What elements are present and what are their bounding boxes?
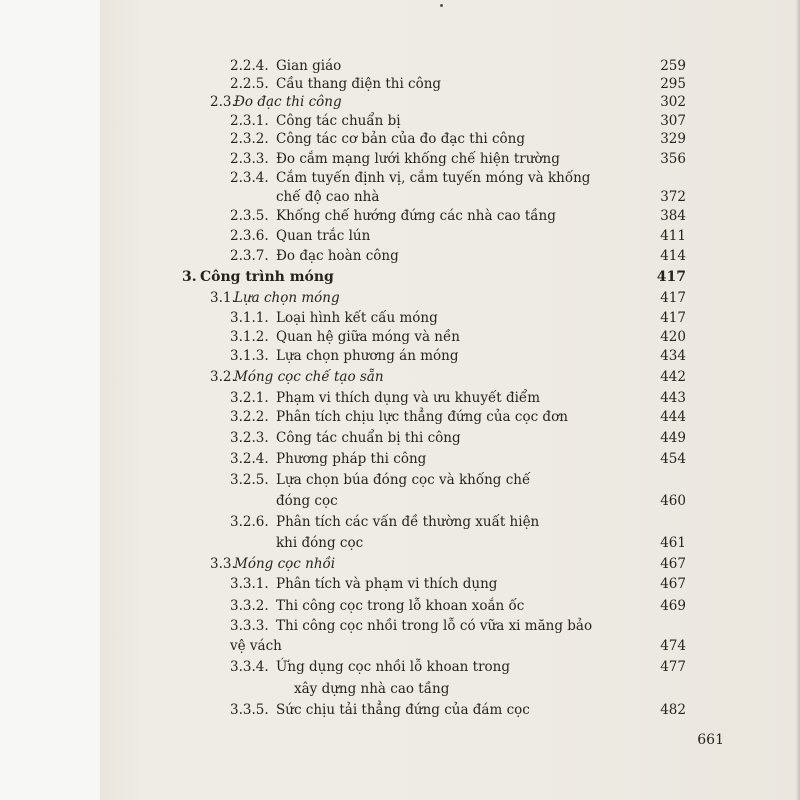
- toc-entry-title: Cầu thang điện thi công: [276, 76, 442, 92]
- toc-entry: [100, 636, 800, 656]
- toc-entry-number: 3.1.2.: [230, 329, 269, 345]
- toc-entry-number: 2.3.: [210, 94, 236, 110]
- toc-entry-title: Lựa chọn phương án móng: [276, 348, 459, 364]
- toc-entry-title: Phân tích chịu lực thẳng đứng của cọc đơn: [276, 409, 568, 425]
- toc-entry: [100, 449, 800, 469]
- toc-entry-number: 2.2.5.: [230, 76, 269, 92]
- toc-entry-title: Đo đạc thi công: [234, 94, 342, 110]
- toc-entry-title: Phạm vi thích dụng và ưu khuyết điểm: [276, 390, 541, 406]
- toc-entry-page: 302: [660, 94, 686, 110]
- toc-entry-page: 307: [660, 113, 686, 129]
- toc-entry-page: 443: [660, 390, 686, 406]
- toc-entry: [100, 226, 800, 246]
- toc-entry-page: 469: [660, 598, 686, 614]
- toc-entry-title: Loại hình kết cấu móng: [276, 310, 438, 326]
- toc-entry: [100, 74, 800, 94]
- toc-entry-page: 461: [660, 535, 686, 551]
- page-number: 661: [697, 732, 724, 748]
- toc-entry-title: Lựa chọn búa đóng cọc và khống chế: [276, 472, 531, 488]
- toc-entry-page: 411: [660, 228, 686, 244]
- toc-entry-title: Công trình móng: [200, 269, 334, 285]
- toc-entry-title: Gian giáo: [276, 58, 342, 74]
- toc-entry-number: 3.3.: [210, 556, 236, 572]
- toc-entry-number: 3.1.: [210, 290, 236, 306]
- toc-entry: [100, 428, 800, 448]
- toc-entry: [100, 288, 800, 308]
- toc-entry: [100, 574, 800, 594]
- toc-entry-title: Móng cọc nhồi: [234, 556, 336, 572]
- toc-entry: [100, 470, 800, 490]
- toc-entry: [100, 700, 800, 720]
- toc-entry-number: 2.3.4.: [230, 170, 269, 186]
- toc-entry-page: 454: [660, 451, 686, 467]
- toc-entry-title: Sức chịu tải thẳng đứng của đám cọc: [276, 702, 530, 718]
- toc-entry-number: 2.3.7.: [230, 248, 269, 264]
- toc-entry-title: vệ vách: [230, 638, 282, 654]
- toc-entry-title: Quan trắc lún: [276, 228, 371, 244]
- toc-entry: [100, 512, 800, 532]
- toc-entry-title: Lựa chọn móng: [234, 290, 340, 306]
- toc-entry: [100, 92, 800, 112]
- toc-entry-title: Quan hệ giữa móng và nền: [276, 329, 460, 345]
- toc-entry-title: xây dựng nhà cao tầng: [294, 681, 450, 697]
- toc-entry-number: 3.: [182, 269, 197, 285]
- toc-entry-page: 356: [660, 151, 686, 167]
- toc-entry-title: Phương pháp thi công: [276, 451, 427, 467]
- toc-entry-page: 420: [660, 329, 686, 345]
- toc-entry: [100, 596, 800, 616]
- toc-entry: [100, 367, 800, 387]
- toc-entry-page: 372: [660, 189, 686, 205]
- toc-entry: [100, 206, 800, 226]
- toc-entry-page: 467: [660, 576, 686, 592]
- toc-entry-page: 449: [660, 430, 686, 446]
- toc-entry-title: Công tác chuẩn bị: [276, 113, 401, 129]
- toc-entry: [100, 246, 800, 266]
- toc-entry-number: 3.2.6.: [230, 514, 269, 530]
- toc-entry-page: 417: [660, 310, 686, 326]
- toc-entry: [100, 149, 800, 169]
- toc-entry: [100, 491, 800, 511]
- toc-entry-title: Thi công cọc nhồi trong lỗ có vữa xi măng bảo: [276, 618, 593, 634]
- toc-entry-title: Phân tích các vấn đề thường xuất hiện: [276, 514, 540, 530]
- toc-entry-title: Ứng dụng cọc nhồi lỗ khoan trong: [276, 659, 511, 675]
- toc-entry-title: khi đóng cọc: [276, 535, 364, 551]
- toc-entry-title: đóng cọc: [276, 493, 338, 509]
- toc-entry-page: 434: [660, 348, 686, 364]
- toc-entry: [100, 616, 800, 636]
- toc-entry-page: 482: [660, 702, 686, 718]
- toc-entry-number: 2.2.4.: [230, 58, 269, 74]
- toc-entry-title: Đo cắm mạng lưới khống chế hiện trường: [276, 151, 560, 167]
- toc-entry-title: Công tác cơ bản của đo đạc thi công: [276, 131, 526, 147]
- toc-entry-number: 2.3.6.: [230, 228, 269, 244]
- toc-entry: [100, 407, 800, 427]
- toc-entry: [100, 168, 800, 188]
- toc-entry-number: 2.3.2.: [230, 131, 269, 147]
- toc-entry: [100, 388, 800, 408]
- toc-entry-title: Công tác chuẩn bị thi công: [276, 430, 461, 446]
- toc-entry-number: 3.3.2.: [230, 598, 269, 614]
- toc-entry-page: 384: [660, 208, 686, 224]
- toc-entry-number: 3.2.1.: [230, 390, 269, 406]
- toc-entry-title: Móng cọc chế tạo sẵn: [234, 369, 384, 385]
- toc-entry: [100, 308, 800, 328]
- toc-entry-title: Khống chế hướng đứng các nhà cao tầng: [276, 208, 556, 224]
- toc-entry: [100, 56, 800, 76]
- toc-entry-number: 2.3.1.: [230, 113, 269, 129]
- toc-entry-title: Cắm tuyến định vị, cắm tuyến móng và khống: [276, 170, 591, 186]
- toc-entry-number: 3.1.3.: [230, 348, 269, 364]
- toc-entry-page: 417: [656, 269, 686, 285]
- toc-entry: [100, 267, 800, 287]
- toc-entry-page: 467: [660, 556, 686, 572]
- speck-mark: [440, 4, 443, 7]
- toc-entry: [100, 187, 800, 207]
- toc-entry-page: 417: [660, 290, 686, 306]
- toc-entry-page: 460: [660, 493, 686, 509]
- toc-entry-number: 3.3.4.: [230, 659, 269, 675]
- toc-entry: [100, 129, 800, 149]
- toc-entry: [100, 346, 800, 366]
- toc-entry-number: 3.1.1.: [230, 310, 269, 326]
- toc-entry-number: 2.3.3.: [230, 151, 269, 167]
- toc-entry: [100, 657, 800, 677]
- toc-entry-number: 3.2.3.: [230, 430, 269, 446]
- toc-entry-title: Thi công cọc trong lỗ khoan xoắn ốc: [276, 598, 525, 614]
- toc-entry-number: 3.2.4.: [230, 451, 269, 467]
- toc-entry: [100, 554, 800, 574]
- toc-entry-number: 3.3.5.: [230, 702, 269, 718]
- toc-entry-page: 259: [660, 58, 686, 74]
- toc-entry-title: Đo đạc hoàn công: [276, 248, 399, 264]
- toc-entry: [100, 327, 800, 347]
- toc-entry-title: Phân tích và phạm vi thích dụng: [276, 576, 498, 592]
- toc-entry-number: 3.3.3.: [230, 618, 269, 634]
- toc-entry-page: 295: [660, 76, 686, 92]
- toc-entry-number: 3.2.: [210, 369, 236, 385]
- toc-entry: [100, 533, 800, 553]
- toc-entry-page: 442: [660, 369, 686, 385]
- toc-entry-page: 477: [660, 659, 686, 675]
- toc-entry-page: 329: [660, 131, 686, 147]
- toc-entry-page: 474: [660, 638, 686, 654]
- toc-entry: [100, 679, 800, 699]
- toc-entry-number: 3.2.2.: [230, 409, 269, 425]
- toc-entry-number: 2.3.5.: [230, 208, 269, 224]
- toc-entry-number: 3.2.5.: [230, 472, 269, 488]
- toc-entry-page: 444: [660, 409, 686, 425]
- toc-entry-title: chế độ cao nhà: [276, 189, 380, 205]
- toc-entry: [100, 111, 800, 131]
- book-page: [100, 0, 800, 800]
- toc-entry-number: 3.3.1.: [230, 576, 269, 592]
- toc-entry-page: 414: [660, 248, 686, 264]
